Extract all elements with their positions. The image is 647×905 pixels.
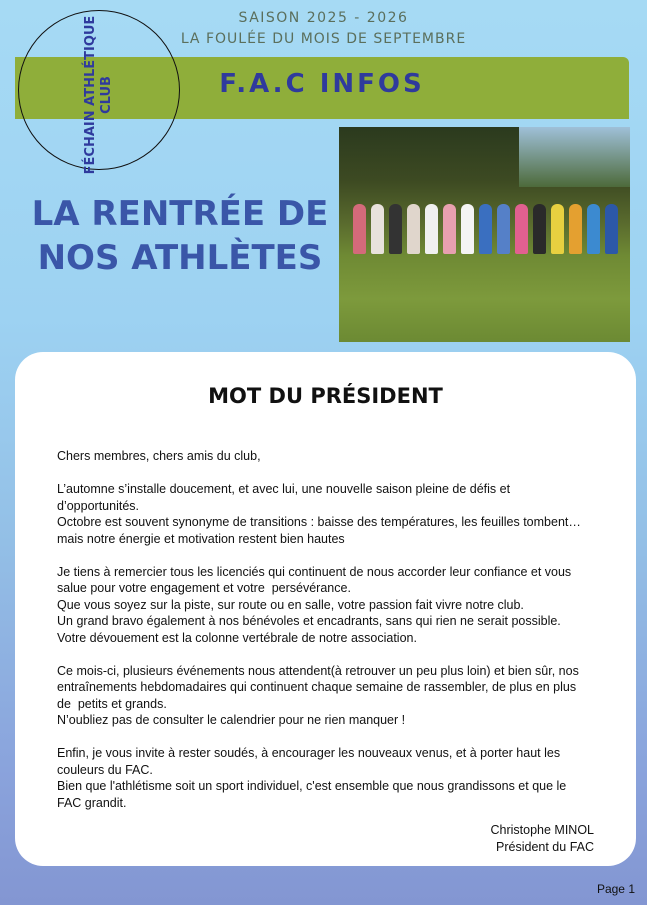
logo-line-2: CLUB	[99, 76, 114, 114]
logo-line-1: FÉCHAIN ATHLÉTIQUE	[83, 15, 98, 175]
hero-title-line-1: LA RENTRÉE DE	[31, 194, 329, 234]
article-line: Enfin, je vous invite à rester soudés, à encourager les nouveaux venus, et à porter haut les	[57, 746, 561, 760]
article-heading: MOT DU PRÉSIDENT	[208, 384, 443, 408]
signature-name: Christophe MINOL	[490, 823, 594, 837]
article-line: entraînements hebdomadaires qui continuent chaque semaine de rassembler, de plus en plus	[57, 680, 577, 694]
article-line: couleurs du FAC.	[57, 762, 153, 777]
article-line: d’opportunités.	[57, 498, 140, 513]
season-label: SAISON 2025 - 2026	[238, 10, 409, 26]
article-line: L’automne s’installe doucement, et avec lui, une nouvelle saison pleine de défis et	[57, 482, 511, 496]
article-body	[57, 448, 602, 811]
article-line: de petits et grands.	[57, 696, 167, 711]
article-line	[57, 465, 602, 482]
banner-title: F.A.C INFOS	[219, 69, 425, 99]
team-photo	[339, 127, 630, 342]
page-number: Page 1	[596, 882, 635, 896]
signature	[490, 822, 594, 855]
article-line	[57, 729, 602, 746]
president-message-card	[15, 352, 636, 866]
article-line	[57, 547, 602, 564]
article-line: Je tiens à remercier tous les licenciés qui continuent de nous accorder leur confiance et vous	[57, 564, 572, 579]
article-line: N’oubliez pas de consulter le calendrier pour ne rien manquer !	[57, 713, 406, 727]
article-line: Octobre est souvent synonyme de transitions : baisse des températures, les feuilles tombent…	[57, 515, 581, 529]
article-line: Un grand bravo également à nos bénévoles et encadrants, sans qui rien ne serait possible.	[57, 614, 561, 628]
article-line: Votre dévouement est la colonne vertébrale de notre association.	[57, 630, 417, 645]
hero-title	[30, 192, 330, 280]
article-line	[57, 646, 602, 663]
article-line: Chers membres, chers amis du club,	[57, 449, 261, 463]
article-line: FAC grandit.	[57, 795, 127, 810]
article-line: mais notre énergie et motivation restent bien hautes	[57, 531, 345, 546]
signature-role: Président du FAC	[496, 839, 594, 854]
article-line: Ce mois-ci, plusieurs événements nous attendent(à retrouver un peu plus loin) et bien sûr, nos	[57, 663, 579, 678]
hero-title-line-2: NOS ATHLÈTES	[37, 238, 323, 278]
article-line: salue pour votre engagement et votre persévérance.	[57, 581, 351, 595]
article-line: Que vous soyez sur la piste, sur route ou en salle, votre passion fait vivre notre club.	[57, 597, 524, 612]
issue-subtitle: LA FOULÉE DU MOIS DE SEPTEMBRE	[180, 31, 467, 47]
article-line: Bien que l'athlétisme soit un sport individuel, c'est ensemble que nous grandissons et que le	[57, 779, 567, 793]
club-logo	[83, 15, 117, 175]
